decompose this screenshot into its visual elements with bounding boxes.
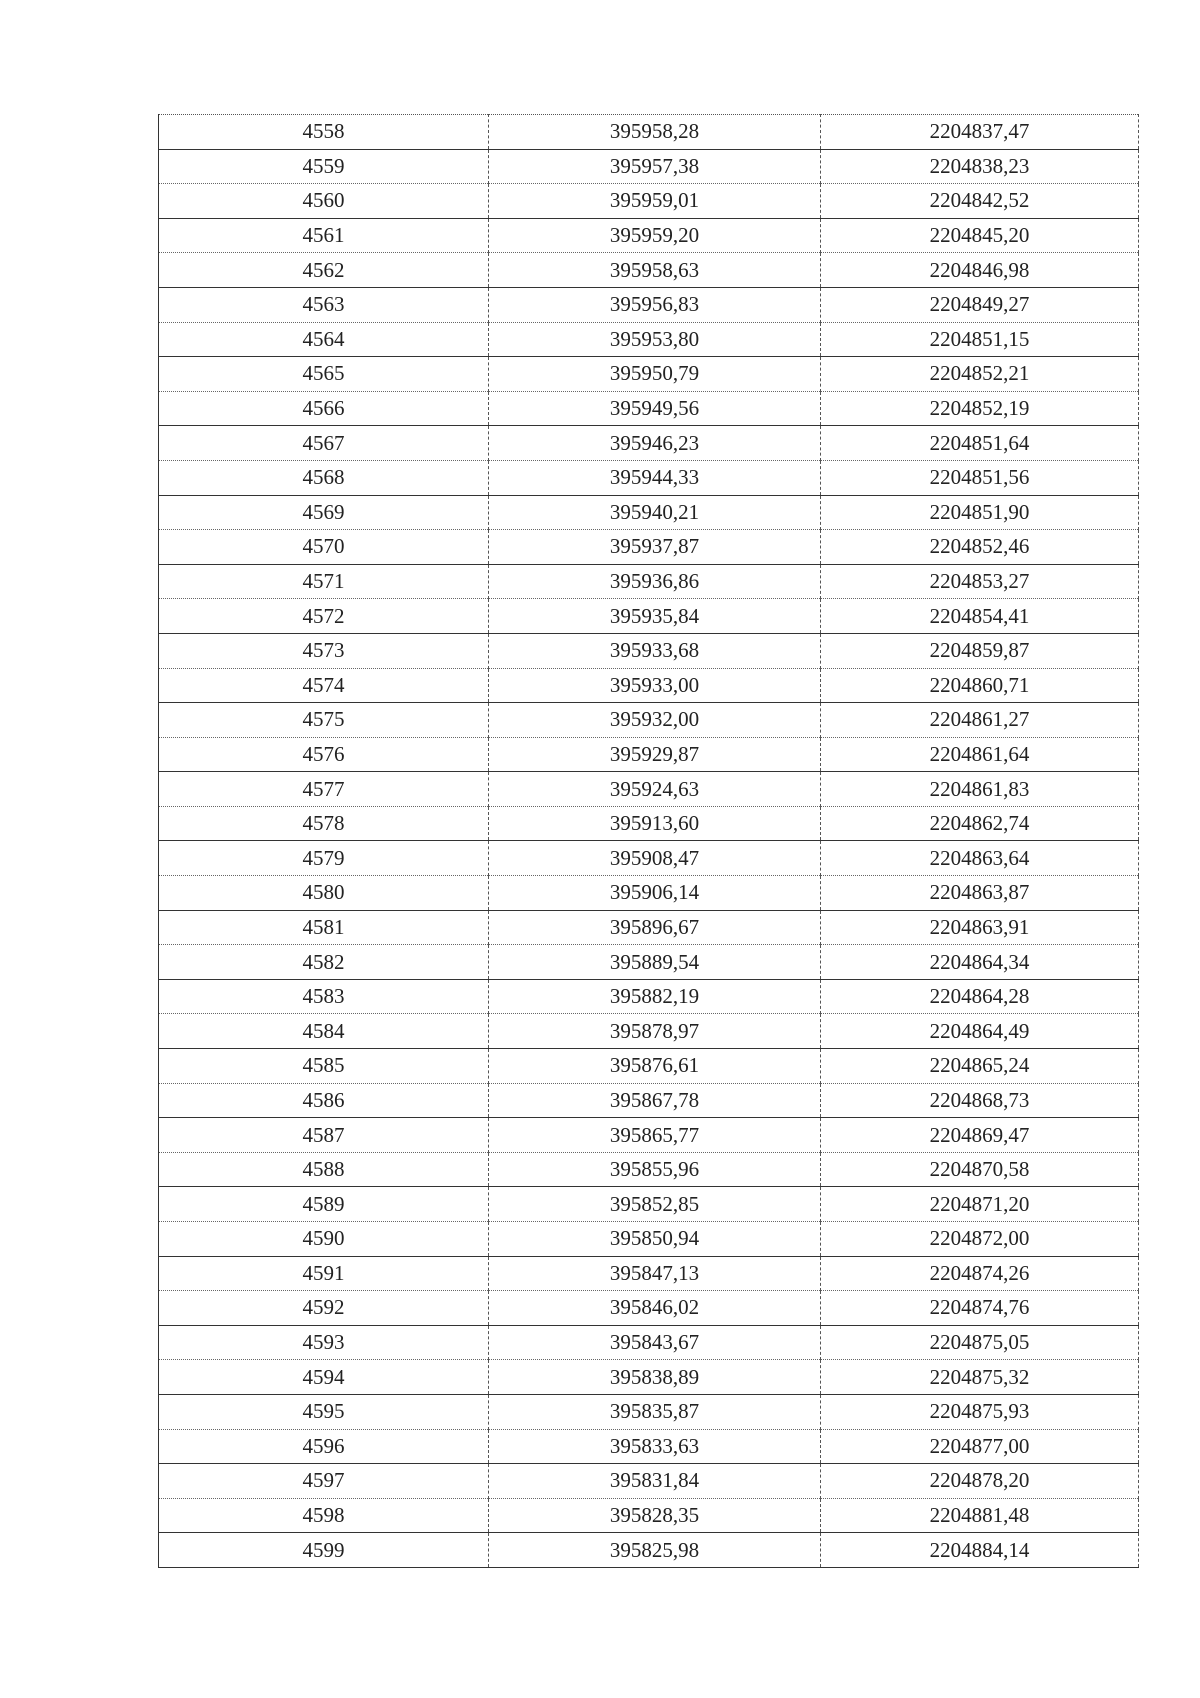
table-row <box>159 1118 1139 1153</box>
point-number-cell: 4565 <box>159 357 489 392</box>
table-row <box>159 1152 1139 1187</box>
point-number-cell: 4580 <box>159 876 489 911</box>
table-row <box>159 633 1139 668</box>
x-coordinate-cell: 395850,94 <box>489 1222 821 1257</box>
table-row <box>159 1429 1139 1464</box>
table-row <box>159 1533 1139 1568</box>
x-coordinate-cell: 395838,89 <box>489 1360 821 1395</box>
table-row <box>159 287 1139 322</box>
table-row <box>159 945 1139 980</box>
point-number-cell: 4593 <box>159 1325 489 1360</box>
x-coordinate-cell: 395847,13 <box>489 1256 821 1291</box>
table-row <box>159 1464 1139 1499</box>
table-row <box>159 910 1139 945</box>
point-number-cell: 4564 <box>159 322 489 357</box>
point-number-cell: 4568 <box>159 460 489 495</box>
point-number-cell: 4563 <box>159 287 489 322</box>
y-coordinate-cell: 2204865,24 <box>821 1049 1139 1084</box>
table-row <box>159 1256 1139 1291</box>
y-coordinate-cell: 2204854,41 <box>821 599 1139 634</box>
x-coordinate-cell: 395896,67 <box>489 910 821 945</box>
coordinates-table <box>158 114 1139 1568</box>
x-coordinate-cell: 395953,80 <box>489 322 821 357</box>
x-coordinate-cell: 395831,84 <box>489 1464 821 1499</box>
x-coordinate-cell: 395956,83 <box>489 287 821 322</box>
point-number-cell: 4597 <box>159 1464 489 1499</box>
point-number-cell: 4587 <box>159 1118 489 1153</box>
point-number-cell: 4589 <box>159 1187 489 1222</box>
point-number-cell: 4574 <box>159 668 489 703</box>
x-coordinate-cell: 395913,60 <box>489 806 821 841</box>
y-coordinate-cell: 2204837,47 <box>821 115 1139 150</box>
point-number-cell: 4584 <box>159 1014 489 1049</box>
y-coordinate-cell: 2204852,19 <box>821 391 1139 426</box>
coordinates-table-body <box>159 115 1139 1568</box>
x-coordinate-cell: 395935,84 <box>489 599 821 634</box>
table-row <box>159 322 1139 357</box>
y-coordinate-cell: 2204851,15 <box>821 322 1139 357</box>
x-coordinate-cell: 395959,20 <box>489 218 821 253</box>
x-coordinate-cell: 395843,67 <box>489 1325 821 1360</box>
x-coordinate-cell: 395933,68 <box>489 633 821 668</box>
y-coordinate-cell: 2204849,27 <box>821 287 1139 322</box>
x-coordinate-cell: 395940,21 <box>489 495 821 530</box>
table-row <box>159 806 1139 841</box>
point-number-cell: 4579 <box>159 841 489 876</box>
table-row <box>159 599 1139 634</box>
point-number-cell: 4598 <box>159 1498 489 1533</box>
y-coordinate-cell: 2204851,64 <box>821 426 1139 461</box>
x-coordinate-cell: 395846,02 <box>489 1291 821 1326</box>
x-coordinate-cell: 395949,56 <box>489 391 821 426</box>
y-coordinate-cell: 2204861,83 <box>821 772 1139 807</box>
y-coordinate-cell: 2204874,26 <box>821 1256 1139 1291</box>
table-row <box>159 149 1139 184</box>
x-coordinate-cell: 395950,79 <box>489 357 821 392</box>
x-coordinate-cell: 395958,63 <box>489 253 821 288</box>
y-coordinate-cell: 2204861,64 <box>821 737 1139 772</box>
x-coordinate-cell: 395828,35 <box>489 1498 821 1533</box>
y-coordinate-cell: 2204851,56 <box>821 460 1139 495</box>
table-row <box>159 703 1139 738</box>
y-coordinate-cell: 2204853,27 <box>821 564 1139 599</box>
point-number-cell: 4560 <box>159 184 489 219</box>
point-number-cell: 4562 <box>159 253 489 288</box>
y-coordinate-cell: 2204863,91 <box>821 910 1139 945</box>
x-coordinate-cell: 395889,54 <box>489 945 821 980</box>
y-coordinate-cell: 2204871,20 <box>821 1187 1139 1222</box>
x-coordinate-cell: 395958,28 <box>489 115 821 150</box>
table-row <box>159 1187 1139 1222</box>
point-number-cell: 4582 <box>159 945 489 980</box>
table-row <box>159 530 1139 565</box>
table-row <box>159 357 1139 392</box>
x-coordinate-cell: 395867,78 <box>489 1083 821 1118</box>
point-number-cell: 4577 <box>159 772 489 807</box>
table-row <box>159 1360 1139 1395</box>
table-row <box>159 218 1139 253</box>
table-row <box>159 1291 1139 1326</box>
table-row <box>159 772 1139 807</box>
y-coordinate-cell: 2204884,14 <box>821 1533 1139 1568</box>
point-number-cell: 4591 <box>159 1256 489 1291</box>
x-coordinate-cell: 395825,98 <box>489 1533 821 1568</box>
table-row <box>159 115 1139 150</box>
point-number-cell: 4561 <box>159 218 489 253</box>
table-row <box>159 1083 1139 1118</box>
table-row <box>159 460 1139 495</box>
x-coordinate-cell: 395937,87 <box>489 530 821 565</box>
x-coordinate-cell: 395946,23 <box>489 426 821 461</box>
point-number-cell: 4569 <box>159 495 489 530</box>
x-coordinate-cell: 395929,87 <box>489 737 821 772</box>
y-coordinate-cell: 2204860,71 <box>821 668 1139 703</box>
y-coordinate-cell: 2204869,47 <box>821 1118 1139 1153</box>
y-coordinate-cell: 2204845,20 <box>821 218 1139 253</box>
x-coordinate-cell: 395932,00 <box>489 703 821 738</box>
point-number-cell: 4570 <box>159 530 489 565</box>
x-coordinate-cell: 395957,38 <box>489 149 821 184</box>
x-coordinate-cell: 395876,61 <box>489 1049 821 1084</box>
x-coordinate-cell: 395906,14 <box>489 876 821 911</box>
table-row <box>159 1394 1139 1429</box>
y-coordinate-cell: 2204864,28 <box>821 979 1139 1014</box>
x-coordinate-cell: 395878,97 <box>489 1014 821 1049</box>
point-number-cell: 4586 <box>159 1083 489 1118</box>
point-number-cell: 4590 <box>159 1222 489 1257</box>
point-number-cell: 4581 <box>159 910 489 945</box>
point-number-cell: 4596 <box>159 1429 489 1464</box>
point-number-cell: 4599 <box>159 1533 489 1568</box>
point-number-cell: 4559 <box>159 149 489 184</box>
y-coordinate-cell: 2204838,23 <box>821 149 1139 184</box>
point-number-cell: 4576 <box>159 737 489 772</box>
point-number-cell: 4578 <box>159 806 489 841</box>
x-coordinate-cell: 395933,00 <box>489 668 821 703</box>
point-number-cell: 4567 <box>159 426 489 461</box>
point-number-cell: 4573 <box>159 633 489 668</box>
table-row <box>159 1498 1139 1533</box>
point-number-cell: 4572 <box>159 599 489 634</box>
y-coordinate-cell: 2204863,87 <box>821 876 1139 911</box>
y-coordinate-cell: 2204842,52 <box>821 184 1139 219</box>
table-row <box>159 737 1139 772</box>
table-row <box>159 253 1139 288</box>
y-coordinate-cell: 2204872,00 <box>821 1222 1139 1257</box>
table-row <box>159 495 1139 530</box>
y-coordinate-cell: 2204862,74 <box>821 806 1139 841</box>
table-row <box>159 979 1139 1014</box>
table-row <box>159 1014 1139 1049</box>
table-row <box>159 668 1139 703</box>
point-number-cell: 4594 <box>159 1360 489 1395</box>
y-coordinate-cell: 2204852,46 <box>821 530 1139 565</box>
x-coordinate-cell: 395855,96 <box>489 1152 821 1187</box>
table-row <box>159 1049 1139 1084</box>
table-row <box>159 426 1139 461</box>
table-row <box>159 841 1139 876</box>
x-coordinate-cell: 395924,63 <box>489 772 821 807</box>
x-coordinate-cell: 395936,86 <box>489 564 821 599</box>
point-number-cell: 4583 <box>159 979 489 1014</box>
y-coordinate-cell: 2204861,27 <box>821 703 1139 738</box>
y-coordinate-cell: 2204870,58 <box>821 1152 1139 1187</box>
x-coordinate-cell: 395882,19 <box>489 979 821 1014</box>
table-row <box>159 1325 1139 1360</box>
table-row <box>159 876 1139 911</box>
point-number-cell: 4566 <box>159 391 489 426</box>
table-row <box>159 184 1139 219</box>
y-coordinate-cell: 2204877,00 <box>821 1429 1139 1464</box>
y-coordinate-cell: 2204851,90 <box>821 495 1139 530</box>
x-coordinate-cell: 395852,85 <box>489 1187 821 1222</box>
x-coordinate-cell: 395833,63 <box>489 1429 821 1464</box>
table-row <box>159 391 1139 426</box>
y-coordinate-cell: 2204875,32 <box>821 1360 1139 1395</box>
point-number-cell: 4585 <box>159 1049 489 1084</box>
point-number-cell: 4571 <box>159 564 489 599</box>
x-coordinate-cell: 395944,33 <box>489 460 821 495</box>
y-coordinate-cell: 2204846,98 <box>821 253 1139 288</box>
y-coordinate-cell: 2204863,64 <box>821 841 1139 876</box>
y-coordinate-cell: 2204881,48 <box>821 1498 1139 1533</box>
point-number-cell: 4592 <box>159 1291 489 1326</box>
x-coordinate-cell: 395835,87 <box>489 1394 821 1429</box>
y-coordinate-cell: 2204864,49 <box>821 1014 1139 1049</box>
y-coordinate-cell: 2204875,93 <box>821 1394 1139 1429</box>
y-coordinate-cell: 2204878,20 <box>821 1464 1139 1499</box>
table-row <box>159 1222 1139 1257</box>
y-coordinate-cell: 2204864,34 <box>821 945 1139 980</box>
y-coordinate-cell: 2204875,05 <box>821 1325 1139 1360</box>
y-coordinate-cell: 2204874,76 <box>821 1291 1139 1326</box>
table-row <box>159 564 1139 599</box>
x-coordinate-cell: 395959,01 <box>489 184 821 219</box>
x-coordinate-cell: 395908,47 <box>489 841 821 876</box>
y-coordinate-cell: 2204852,21 <box>821 357 1139 392</box>
x-coordinate-cell: 395865,77 <box>489 1118 821 1153</box>
point-number-cell: 4558 <box>159 115 489 150</box>
point-number-cell: 4575 <box>159 703 489 738</box>
point-number-cell: 4588 <box>159 1152 489 1187</box>
point-number-cell: 4595 <box>159 1394 489 1429</box>
y-coordinate-cell: 2204859,87 <box>821 633 1139 668</box>
y-coordinate-cell: 2204868,73 <box>821 1083 1139 1118</box>
